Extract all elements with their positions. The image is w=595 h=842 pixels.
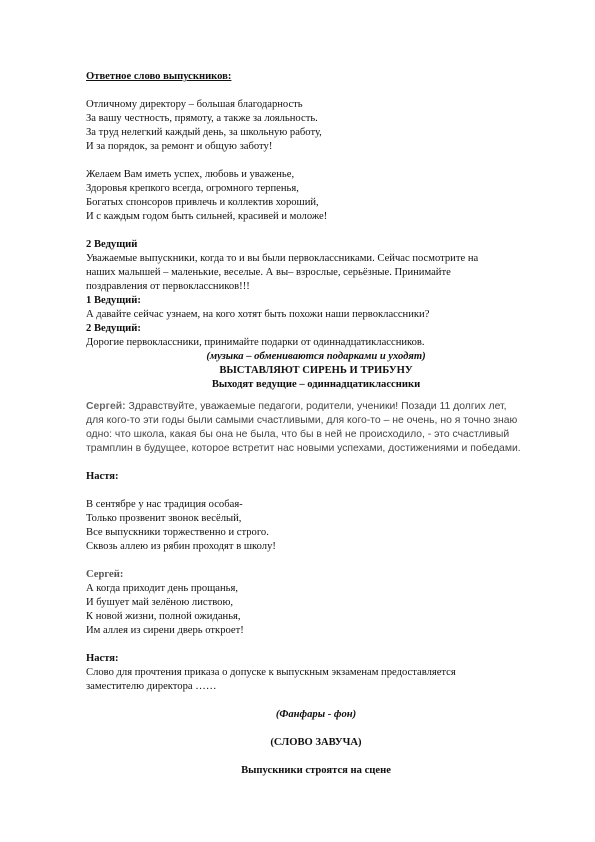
paragraph-line: Слово для прочтения приказа о допуске к выпускным экзаменам предоставляется (86, 667, 456, 678)
speaker-sergey: Сергей: (86, 401, 126, 412)
host1-text: А давайте сейчас узнаем, на кого хотят быть похожи наши первоклассники? (86, 309, 430, 320)
poem-line: В сентябре у нас традиция особая- (86, 499, 243, 510)
poem-line: И с каждым годом быть сильней, красивей и моложе! (86, 211, 328, 222)
speaker-host1: 1 Ведущий: (86, 295, 141, 306)
paragraph-line: заместителю директора …… (86, 681, 217, 692)
poem-line: Желаем Вам иметь успех, любовь и уваженье, (86, 169, 295, 180)
poem-line: Все выпускники торжественно и строго. (86, 527, 269, 538)
poem-line: Сквозь аллею из рябин проходят в школу! (86, 541, 276, 552)
paragraph-line: Уважаемые выпускники, когда то и вы были первоклассниками. Сейчас посмотрите на (86, 253, 479, 264)
stage-direction-zavuch: (СЛОВО ЗАВУЧА) (270, 737, 362, 748)
poem-line: Здоровья крепкого всегда, огромного терпенья, (86, 183, 299, 194)
poem-line: К новой жизни, полной ожиданья, (86, 611, 241, 622)
paragraph-line: поздравления от первоклассников!!! (86, 281, 250, 292)
stage-direction-fanfare: (Фанфары - фон) (275, 709, 357, 720)
poem-wishes (86, 168, 546, 224)
host2-b-text: Дорогие первоклассники, принимайте подарки от одиннадцатиклассников. (86, 337, 425, 348)
poem-line: Богатых спонсоров привлечь и коллектив хороший, (86, 197, 319, 208)
poem-line: Им аллея из сирени дверь откроет! (86, 625, 244, 636)
poem-line: Только прозвенит звонок весёлый, (86, 513, 242, 524)
stage-direction-lilac: ВЫСТАВЛЯЮТ СИРЕНЬ И ТРИБУНУ (219, 365, 413, 376)
poem-director-thanks (86, 98, 546, 154)
speech-line: трамплин в будущее, которое встретит нас новыми успехами, достижениями и победами. (86, 443, 521, 454)
speaker-host2-b: 2 Ведущий: (86, 323, 141, 334)
poem-line: А когда приходит день прощанья, (86, 583, 239, 594)
poem-line: Отличному директору – большая благодарность (86, 99, 303, 110)
poem-september (86, 498, 546, 554)
poem-farewell (86, 582, 546, 638)
poem-line: За вашу честность, прямоту, а также за лояльность. (86, 113, 318, 124)
poem-line: И бушует май зелёною листвою, (86, 597, 234, 608)
speaker-nastya-2: Настя: (86, 653, 119, 664)
speech-line: Здравствуйте, уважаемые педагоги, родители, ученики! Позади 11 долгих лет, (125, 401, 507, 412)
document-body (86, 70, 546, 778)
stage-direction-hosts: Выходят ведущие – одиннадцатиклассники (211, 379, 421, 390)
speaker-host2: 2 Ведущий (86, 239, 138, 250)
speaker-sergey-2: Сергей: (86, 569, 124, 580)
sergey-speech (86, 400, 546, 456)
paragraph-line: наших малышей – маленькие, веселые. А вы– взрослые, серьёзные. Принимайте (86, 267, 451, 278)
speaker-nastya: Настя: (86, 471, 119, 482)
host2-paragraph (86, 252, 546, 294)
speech-line: одно: что школа, какая бы она не была, что бы в ней не происходило, - это счастливый (86, 429, 510, 440)
stage-direction-music: (музыка – обмениваются подарками и уходят) (206, 351, 426, 362)
poem-line: И за порядок, за ремонт и общую заботу! (86, 141, 273, 152)
section-title: Ответное слово выпускников: (86, 71, 232, 82)
stage-direction-final: Выпускники строятся на сцене (241, 765, 391, 776)
poem-line: За труд нелегкий каждый день, за школьную работу, (86, 127, 322, 138)
speech-line: для кого-то эти годы были самыми счастливыми, для кого-то – не очень, но я точно знаю (86, 415, 518, 426)
